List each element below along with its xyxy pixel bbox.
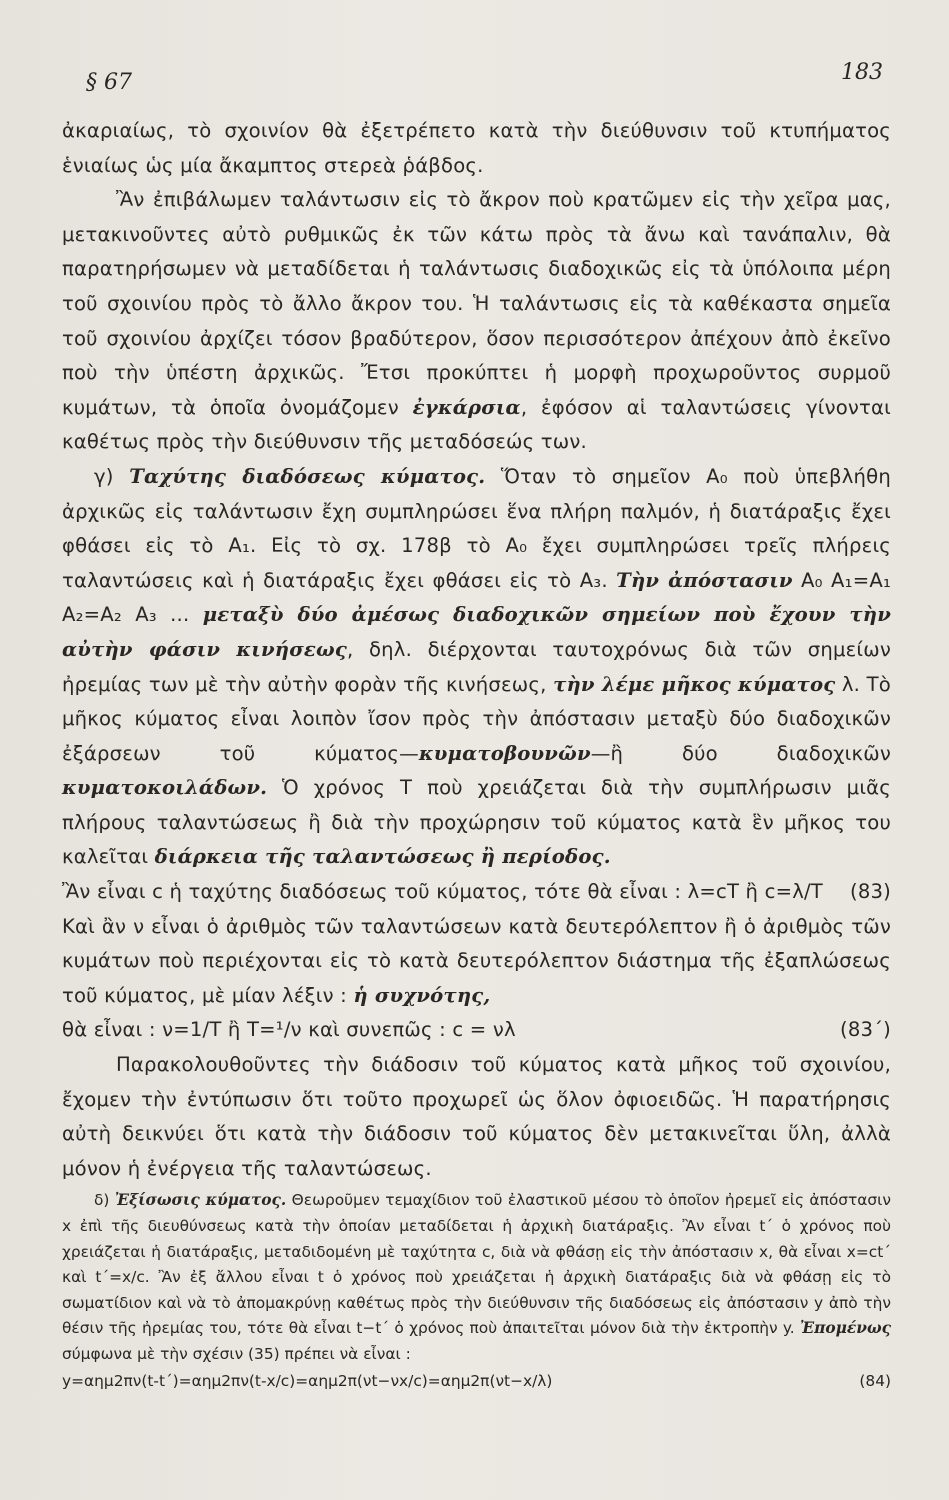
paragraph-3-text-a: Ὅταν τὸ σημεῖον A₀ ποὺ ὑπεβλήθη ἀρχικῶς εἰς ταλάντωσιν ἔχη συμπληρώσει ἕνα πλήρη παλμόν, ἡ διατάραξις ἔχει φθάσει εἰς τὸ A₁. Εἰς τὸ σχ. 178β τὸ A₀ ἔχει συμπληρώσει τρεῖς πλήρεις ταλαντώσεις καὶ ἡ διατάραξις ἔχει φθάσει εἰς τὸ A₃. [62, 464, 891, 592]
subsection-label-c: γ) [94, 464, 130, 488]
paragraph-3-text-k: Ἂν εἶναι c ἡ ταχύτης διαδόσεως τοῦ κύματος, τότε θὰ εἶναι : λ=cT ἢ c=λ/T [62, 880, 823, 904]
paragraph-3-text-n: θὰ εἶναι : ν=1/T ἢ T=¹/ν καὶ συνεπῶς : c = νλ [62, 1018, 516, 1042]
paragraph-3 [62, 460, 891, 875]
subsection-title-wave-speed: Ταχύτης διαδόσεως κύματος. [129, 464, 486, 488]
paragraph-3-text-c: , δηλ. διέρχονται ταυτοχρόνως διὰ τῶν σημείων ἠρεμίας των μὲ τὴν αὐτὴν φορὰν τῆς κινήσεως, [62, 637, 891, 696]
paragraph-3-continued [62, 910, 891, 1014]
equation-number-84: (84) [859, 1371, 891, 1390]
equation-83p-line [62, 1013, 891, 1048]
term-troughs: κυματοκοιλάδων. [62, 776, 268, 800]
paragraph-3-emph-2: μεταξὺ δύο ἀμέσως διαδοχικῶν σημείων ποὺ ἔχουν τὴν αὐτὴν φάσιν κινήσεως [62, 603, 891, 661]
equation-number-83-prime: (83΄) [839, 1018, 891, 1042]
section-number: § 67 [86, 70, 132, 95]
equation-84-line [62, 1368, 891, 1394]
paragraph-3-text-b: A₀ A₁=A₁ A₂=A₂ A₃ ... [62, 568, 891, 627]
wave-equation-text-c: σύμφωνα μὲ τὴν σχέσιν (35) πρέπει νὰ εἶναι : [62, 1344, 411, 1363]
main-text [62, 114, 891, 1186]
subsection-label-d: δ) [94, 1191, 115, 1210]
subsection-title-wave-equation: Ἐξίσωσις κύματος. [114, 1191, 287, 1210]
wave-equation-emph: Ἐπομένως [800, 1319, 891, 1338]
page-number: 183 [841, 60, 883, 85]
wave-equation-text: Θεωροῦμεν τεμαχίδιον τοῦ ἐλαστικοῦ μέσου τὸ ὁποῖον ἠρεμεῖ εἰς ἀπόστασιν x ἐπὶ τῆς διευθύνσεως κατὰ τὴν ὁποίαν μεταδίδεται ἡ ἀρχικὴ διατάραξις. Ἂν εἶναι t΄ ὁ χρόνος ποὺ χρειάζεται ἡ διατάραξις, μεταδιδομένη μὲ ταχύτητα c, διὰ νὰ φθάσῃ εἰς τὴν ἀπόστασιν x, θὰ εἶναι x=ct΄ καὶ t΄=x/c. Ἂν ἐξ ἄλλου εἶναι t ὁ χρόνος ποὺ χρειάζεται ἡ ἀρχικὴ διατάραξις διὰ νὰ φθάσῃ εἰς τὸ σωματίδιον καὶ νὰ τὸ ἀπομακρύνῃ καθέτως πρὸς τὴν διεύθυνσιν τῆς διαδόσεως εἰς ἀπόστασιν y ἀπὸ τὴν θέσιν τῆς ἠρεμίας του, τότε θὰ εἶναι t−t΄ ὁ χρόνος ποὺ ἀπαιτεῖται μόνον διὰ τὴν ἐκτροπὴν y. [62, 1191, 891, 1338]
equation-83-line [62, 875, 891, 910]
equation-number-83: (83) [849, 880, 891, 904]
page-header [62, 58, 891, 114]
small-print-section [62, 1188, 891, 1393]
paragraph-1: ἀκαριαίως, τὸ σχοινίον θὰ ἐξετρέπετο κατὰ τὴν διεύθυνσιν τοῦ κτυπήματος ἑνιαίως ὡς μία ἄκαμπτος στερεὰ ῥάβδος. [62, 119, 891, 177]
paragraph-3-text-e: λ. Τὸ μῆκος κύματος εἶναι λοιπὸν ἴσον πρὸς τὴν ἀπόστασιν μεταξὺ δύο διαδοχικῶν ἐξάρσεων τοῦ κύματος— [62, 672, 891, 765]
term-transverse: ἐγκάρσια [412, 395, 521, 419]
term-frequency: ἡ συχνότης, [353, 983, 491, 1007]
paragraph-3-text-g: —ἢ δύο διαδοχικῶν [590, 741, 892, 765]
term-crests: κυματοβουνῶν [418, 741, 591, 765]
paragraph-2 [62, 183, 891, 460]
term-period: διάρκεια τῆς ταλαντώσεως ἢ περίοδος. [154, 845, 611, 869]
wave-equation-paragraph [62, 1188, 891, 1367]
term-wavelength: τὴν λέμε μῆκος κύματος [553, 672, 836, 696]
paragraph-3-text-l: Καὶ ἂν ν εἶναι ὁ ἀριθμὸς τῶν ταλαντώσεων κατὰ δευτερόλεπτον ἢ ὁ ἀριθμὸς τῶν κυμάτων ποὺ περιέχονται εἰς τὸ κατὰ δευτερόλεπτον διάστημα τῆς ἐξαπλώσεως τοῦ κύματος, μὲ μίαν λέξιν : [62, 914, 891, 1007]
wave-equation-formula: y=αημ2πν(t-t΄)=αημ2πν(t-x/c)=αημ2π(νt−νx/c)=αημ2π(νt−x/λ) [62, 1371, 553, 1390]
paragraph-2-text-a: Ἂν ἐπιβάλωμεν ταλάντωσιν εἰς τὸ ἄκρον ποὺ κρατῶμεν εἰς τὴν χεῖρα μας, μετακινοῦντες αὐτὸ ρυθμικῶς ἐκ τῶν κάτω πρὸς τὰ ἄνω καὶ τανάπαλιν, θὰ παρατηρήσωμεν νὰ μεταδίδεται ἡ ταλάντωσις διαδοχικῶς εἰς τὰ ὑπόλοιπα μέρη τοῦ σχοινίου πρὸς τὸ ἄλλο ἄκρον του. Ἡ ταλάντωσις εἰς τὰ καθέκαστα σημεῖα τοῦ σχοινίου ἀρχίζει τόσον βραδύτερον, ὅσον περισσότερον ἀπέχουν ἀπὸ ἐκεῖνο ποὺ τὴν ὑπέστη ἀρχικῶς. Ἔτσι προκύπτει ἡ μορφὴ προχωροῦντος συρμοῦ κυμάτων, τὰ ὁποῖα ὀνομάζομεν [62, 188, 891, 419]
paragraph-2-text-b: , ἐφόσον αἱ ταλαντώσεις γίνονται καθέτως πρὸς τὴν διεύθυνσιν τῆς μεταδόσεώς των. [62, 395, 891, 454]
paragraph-3-text-i: Ὁ χρόνος T ποὺ χρειάζεται διὰ τὴν συμπλήρωσιν μιᾶς πλήρους ταλαντώσεως ἢ διὰ τὴν προχώρησιν τοῦ κύματος κατὰ ἓν μῆκος του καλεῖται [62, 776, 891, 869]
paragraph-4: Παρακολουθοῦντες τὴν διάδοσιν τοῦ κύματος κατὰ μῆκος τοῦ σχοινίου, ἔχομεν τὴν ἐντύπωσιν ὅτι τοῦτο προχωρεῖ ὡς ὅλον ὀφιοειδῶς. Ἡ παρατήρησις αὐτὴ δεικνύει ὅτι κατὰ τὴν διάδοσιν τοῦ κύματος δὲν μετακινεῖται ὕλη, ἀλλὰ μόνον ἡ ἐνέργεια τῆς ταλαντώσεως. [62, 1053, 891, 1180]
paragraph-3-emph-1: Τὴν ἀπόστασιν [616, 568, 793, 592]
